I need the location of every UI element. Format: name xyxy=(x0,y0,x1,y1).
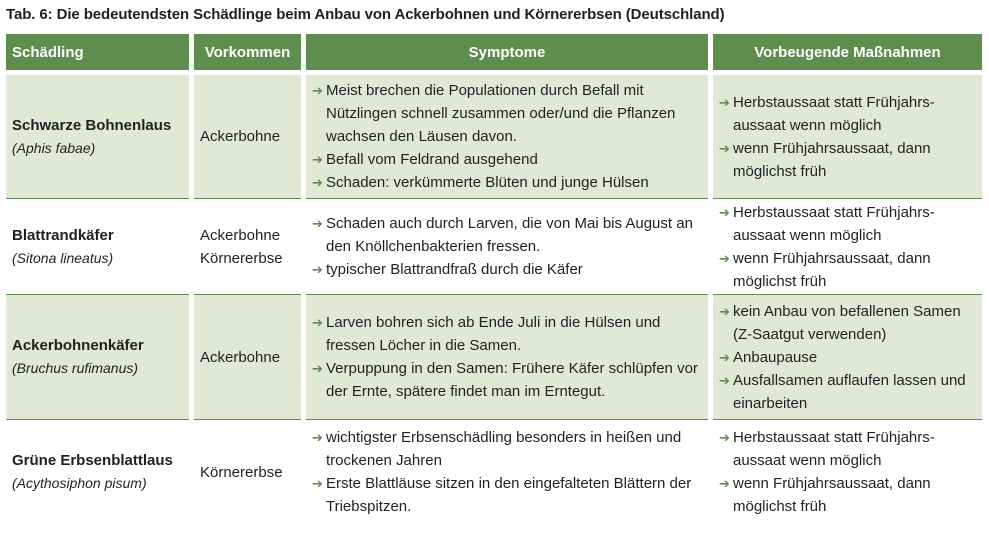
pest-cell xyxy=(6,199,189,295)
pest-latin-name: (Sitona lineatus) xyxy=(12,249,114,266)
arrow-right-icon: ➔ xyxy=(312,152,323,167)
occurrence-value: Körnererbse xyxy=(200,249,283,267)
pest-cell xyxy=(6,420,189,524)
arrow-right-icon: ➔ xyxy=(719,94,730,110)
pest-cell xyxy=(6,295,189,420)
list-item xyxy=(719,472,976,518)
occurrence-value: Ackerbohne xyxy=(200,348,281,366)
table-row xyxy=(6,75,982,199)
pest-name: Schwarze Bohnenlaus xyxy=(12,116,172,134)
list-item xyxy=(312,311,702,357)
header-row xyxy=(6,34,982,75)
symptoms-cell xyxy=(306,75,708,199)
arrow-right-icon: ➔ xyxy=(719,430,730,445)
pest-cell xyxy=(6,75,189,199)
list-item xyxy=(719,300,976,346)
arrow-right-icon: ➔ xyxy=(312,175,323,190)
table-row xyxy=(6,420,982,524)
pest-latin-name: (Acythosiphon pisum) xyxy=(12,475,147,491)
list-item xyxy=(719,426,976,472)
list-item xyxy=(719,137,976,183)
list-item xyxy=(312,148,702,171)
measures-cell xyxy=(713,199,982,295)
list-item xyxy=(312,79,702,148)
header-pest: Schädling xyxy=(6,34,189,75)
measure-text: wenn Frühjahrsaussaat, dann möglichst früh xyxy=(733,249,931,290)
table-row xyxy=(6,199,982,295)
occurrence-value: Körnererbse xyxy=(200,463,283,481)
arrow-right-icon: ➔ xyxy=(312,476,323,491)
measure-text: wenn Frühjahrsaussaat, dann möglichst früh xyxy=(733,475,931,515)
occurrence-cell xyxy=(194,420,301,524)
pest-table xyxy=(1,34,987,524)
measure-text: Herbstaussaat statt Frühjahrs-aussaat wenn möglich xyxy=(733,203,935,244)
symptoms-cell xyxy=(306,199,708,295)
list-item xyxy=(719,346,976,369)
symptoms-cell xyxy=(306,420,708,524)
measures-cell xyxy=(713,295,982,420)
symptoms-cell xyxy=(306,295,708,420)
measures-cell xyxy=(713,420,982,524)
arrow-right-icon: ➔ xyxy=(719,349,730,365)
table-row xyxy=(6,295,982,420)
measures-cell xyxy=(713,75,982,199)
symptom-text: Verpuppung in den Samen: Frühere Käfer schlüpfen vor der Ernte, spätere findet man im Erntegut. xyxy=(326,360,698,400)
pest-name: Grüne Erbsenblattlaus xyxy=(12,452,173,469)
list-item xyxy=(719,91,976,137)
symptom-text: Schaden auch durch Larven, die von Mai bis August an den Knöllchenbakterien fressen. xyxy=(326,215,693,255)
list-item xyxy=(719,201,976,247)
list-item xyxy=(719,369,976,415)
header-occurrence: Vorkommen xyxy=(194,34,301,75)
arrow-right-icon: ➔ xyxy=(719,140,730,156)
list-item xyxy=(312,472,702,518)
symptom-text: wichtigster Erbsenschädling besonders in heißen und trockenen Jahren xyxy=(326,429,682,469)
symptom-text: Schaden: verkümmerte Blüten und junge Hülsen xyxy=(326,174,649,191)
list-item xyxy=(719,247,976,293)
arrow-right-icon: ➔ xyxy=(312,262,323,277)
occurrence-value: Ackerbohne xyxy=(200,226,281,244)
list-item xyxy=(312,258,702,281)
header-measures: Vorbeugende Maßnahmen xyxy=(713,34,982,75)
arrow-right-icon: ➔ xyxy=(312,216,323,231)
pest-name: Blattrandkäfer xyxy=(12,226,114,244)
pest-latin-name: (Aphis fabae) xyxy=(12,139,96,156)
table-caption: Tab. 6: Die bedeutendsten Schädlinge beim Anbau von Ackerbohnen und Körnererbsen (Deutschland) xyxy=(6,6,725,23)
occurrence-cell xyxy=(194,75,301,199)
measure-text: Ausfallsamen auflaufen lassen und einarbeiten xyxy=(733,371,966,412)
occurrence-value: Ackerbohne xyxy=(200,128,281,145)
symptom-text: Erste Blattläuse sitzen in den eingefalteten Blättern der Triebspitzen. xyxy=(326,475,692,515)
arrow-right-icon: ➔ xyxy=(719,372,730,388)
measure-text: Herbstaussaat statt Frühjahrs-aussaat wenn möglich xyxy=(733,93,935,134)
arrow-right-icon: ➔ xyxy=(312,430,323,445)
pest-name: Ackerbohnenkäfer xyxy=(12,337,144,354)
measure-text: kein Anbau von befallenen Samen (Z-Saatgut verwenden) xyxy=(733,302,961,343)
arrow-right-icon: ➔ xyxy=(719,250,730,266)
header-symptoms: Symptome xyxy=(306,34,708,75)
arrow-right-icon: ➔ xyxy=(312,315,323,330)
measure-text: Anbaupause xyxy=(733,348,818,366)
list-item xyxy=(312,357,702,403)
occurrence-cell xyxy=(194,199,301,295)
list-item xyxy=(312,426,702,472)
arrow-right-icon: ➔ xyxy=(719,204,730,220)
list-item xyxy=(312,171,702,194)
measure-text: Herbstaussaat statt Frühjahrs-aussaat wenn möglich xyxy=(733,429,935,469)
measure-text: wenn Frühjahrsaussaat, dann möglichst früh xyxy=(733,139,931,180)
arrow-right-icon: ➔ xyxy=(312,83,323,98)
arrow-right-icon: ➔ xyxy=(719,303,730,319)
occurrence-cell xyxy=(194,295,301,420)
symptom-text: Befall vom Feldrand ausgehend xyxy=(326,151,538,168)
arrow-right-icon: ➔ xyxy=(719,476,730,491)
symptom-text: Larven bohren sich ab Ende Juli in die Hülsen und fressen Löcher in die Samen. xyxy=(326,314,661,354)
list-item xyxy=(312,212,702,258)
arrow-right-icon: ➔ xyxy=(312,361,323,376)
symptom-text: Meist brechen die Populationen durch Befall mit Nützlingen schnell zusammen oder/und die Pflanzen wachsen den Läusen davon. xyxy=(326,82,676,145)
symptom-text: typischer Blattrandfraß durch die Käfer xyxy=(326,261,583,278)
pest-latin-name: (Bruchus rufimanus) xyxy=(12,360,139,376)
